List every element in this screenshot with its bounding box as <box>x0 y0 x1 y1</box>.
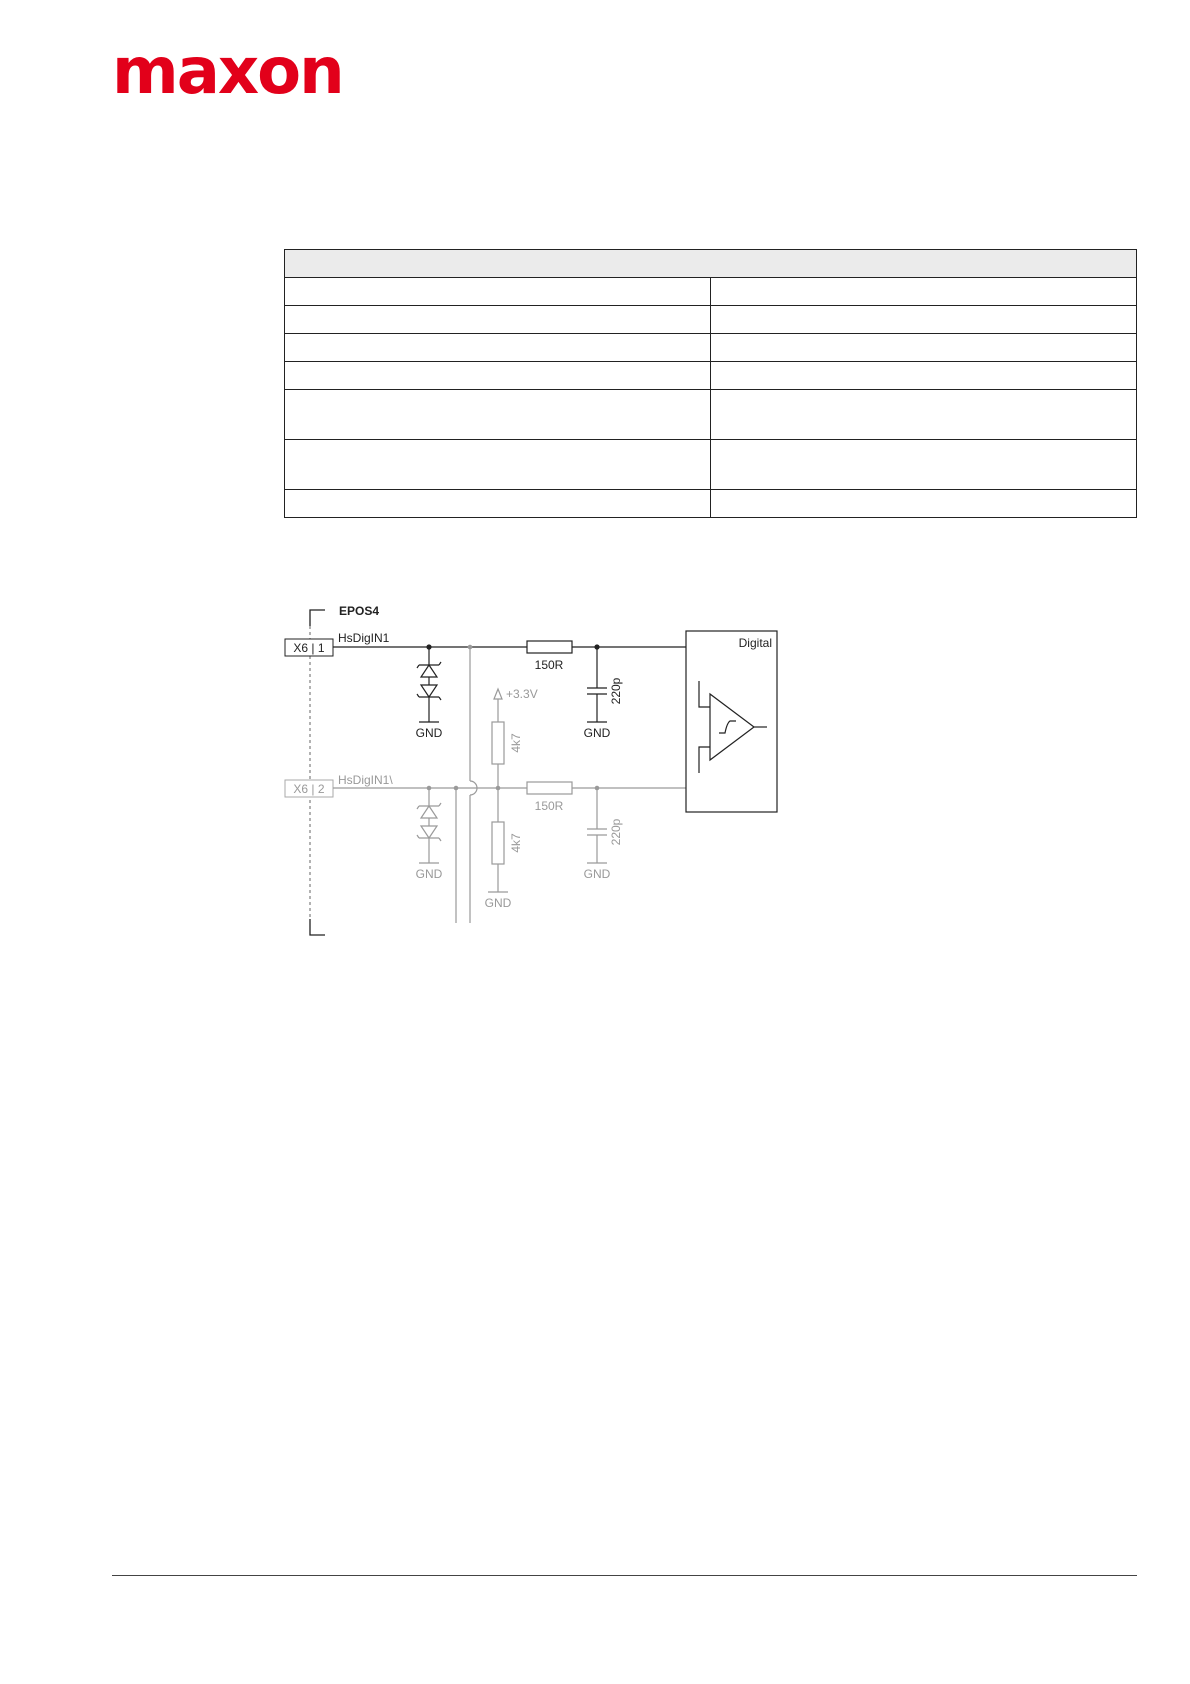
capacitor-1 <box>587 647 607 722</box>
pull-up-resistor <box>492 689 504 788</box>
input-circuit-schematic <box>270 595 830 940</box>
table-cell <box>285 440 711 490</box>
pull-down-value: 4k7 <box>509 833 523 853</box>
maxon-logo: maxon <box>112 35 343 109</box>
device-label: EPOS4 <box>339 604 380 618</box>
pull-up-value: 4k7 <box>509 733 523 753</box>
resistor-1-value: 150R <box>534 658 564 672</box>
gnd-label: GND <box>484 896 512 910</box>
signal-2-label: HsDigIN1\ <box>338 773 393 787</box>
spec-table <box>284 249 1137 518</box>
table-row <box>285 278 1137 306</box>
capacitor-2 <box>587 788 607 863</box>
table-cell <box>711 390 1137 440</box>
channel-1 <box>285 631 686 740</box>
table-cell <box>285 278 711 306</box>
table-cell <box>285 306 711 334</box>
table-row <box>285 490 1137 518</box>
gnd-label: GND <box>415 726 443 740</box>
gnd-label: GND <box>583 867 611 881</box>
table-cell <box>285 334 711 362</box>
table-cell <box>711 306 1137 334</box>
table-cell <box>711 278 1137 306</box>
series-resistor-2 <box>527 782 572 794</box>
table-row <box>285 440 1137 490</box>
digital-block <box>686 631 777 812</box>
table-cell <box>711 490 1137 518</box>
table-cell <box>285 362 711 390</box>
digital-block-label: Digital <box>738 636 772 650</box>
pull-down-resistor <box>488 788 508 892</box>
table-cell <box>285 390 711 440</box>
footer-rule <box>112 1575 1137 1576</box>
capacitor-1-value: 220p <box>609 677 623 705</box>
table-cell <box>711 362 1137 390</box>
series-resistor-1 <box>527 641 572 653</box>
crossover-wire <box>470 647 477 923</box>
channel-2 <box>285 645 686 923</box>
table-row <box>285 334 1137 362</box>
signal-1-label: HsDigIN1 <box>338 631 390 645</box>
capacitor-2-value: 220p <box>609 818 623 846</box>
supply-label: +3.3V <box>506 687 538 701</box>
gnd-label: GND <box>415 867 443 881</box>
resistor-2-value: 150R <box>534 799 564 813</box>
pin-1-label: X6 | 1 <box>293 641 325 655</box>
device-boundary <box>310 610 325 935</box>
tvs-diode-1 <box>417 647 441 722</box>
tvs-diode-2 <box>417 788 441 863</box>
table-header <box>285 250 1137 278</box>
table-row <box>285 362 1137 390</box>
table-cell <box>285 490 711 518</box>
table-row <box>285 390 1137 440</box>
table-cell <box>711 440 1137 490</box>
table-cell <box>711 334 1137 362</box>
gnd-label: GND <box>583 726 611 740</box>
junction <box>468 645 473 650</box>
table-row <box>285 306 1137 334</box>
pin-2-label: X6 | 2 <box>293 782 325 796</box>
